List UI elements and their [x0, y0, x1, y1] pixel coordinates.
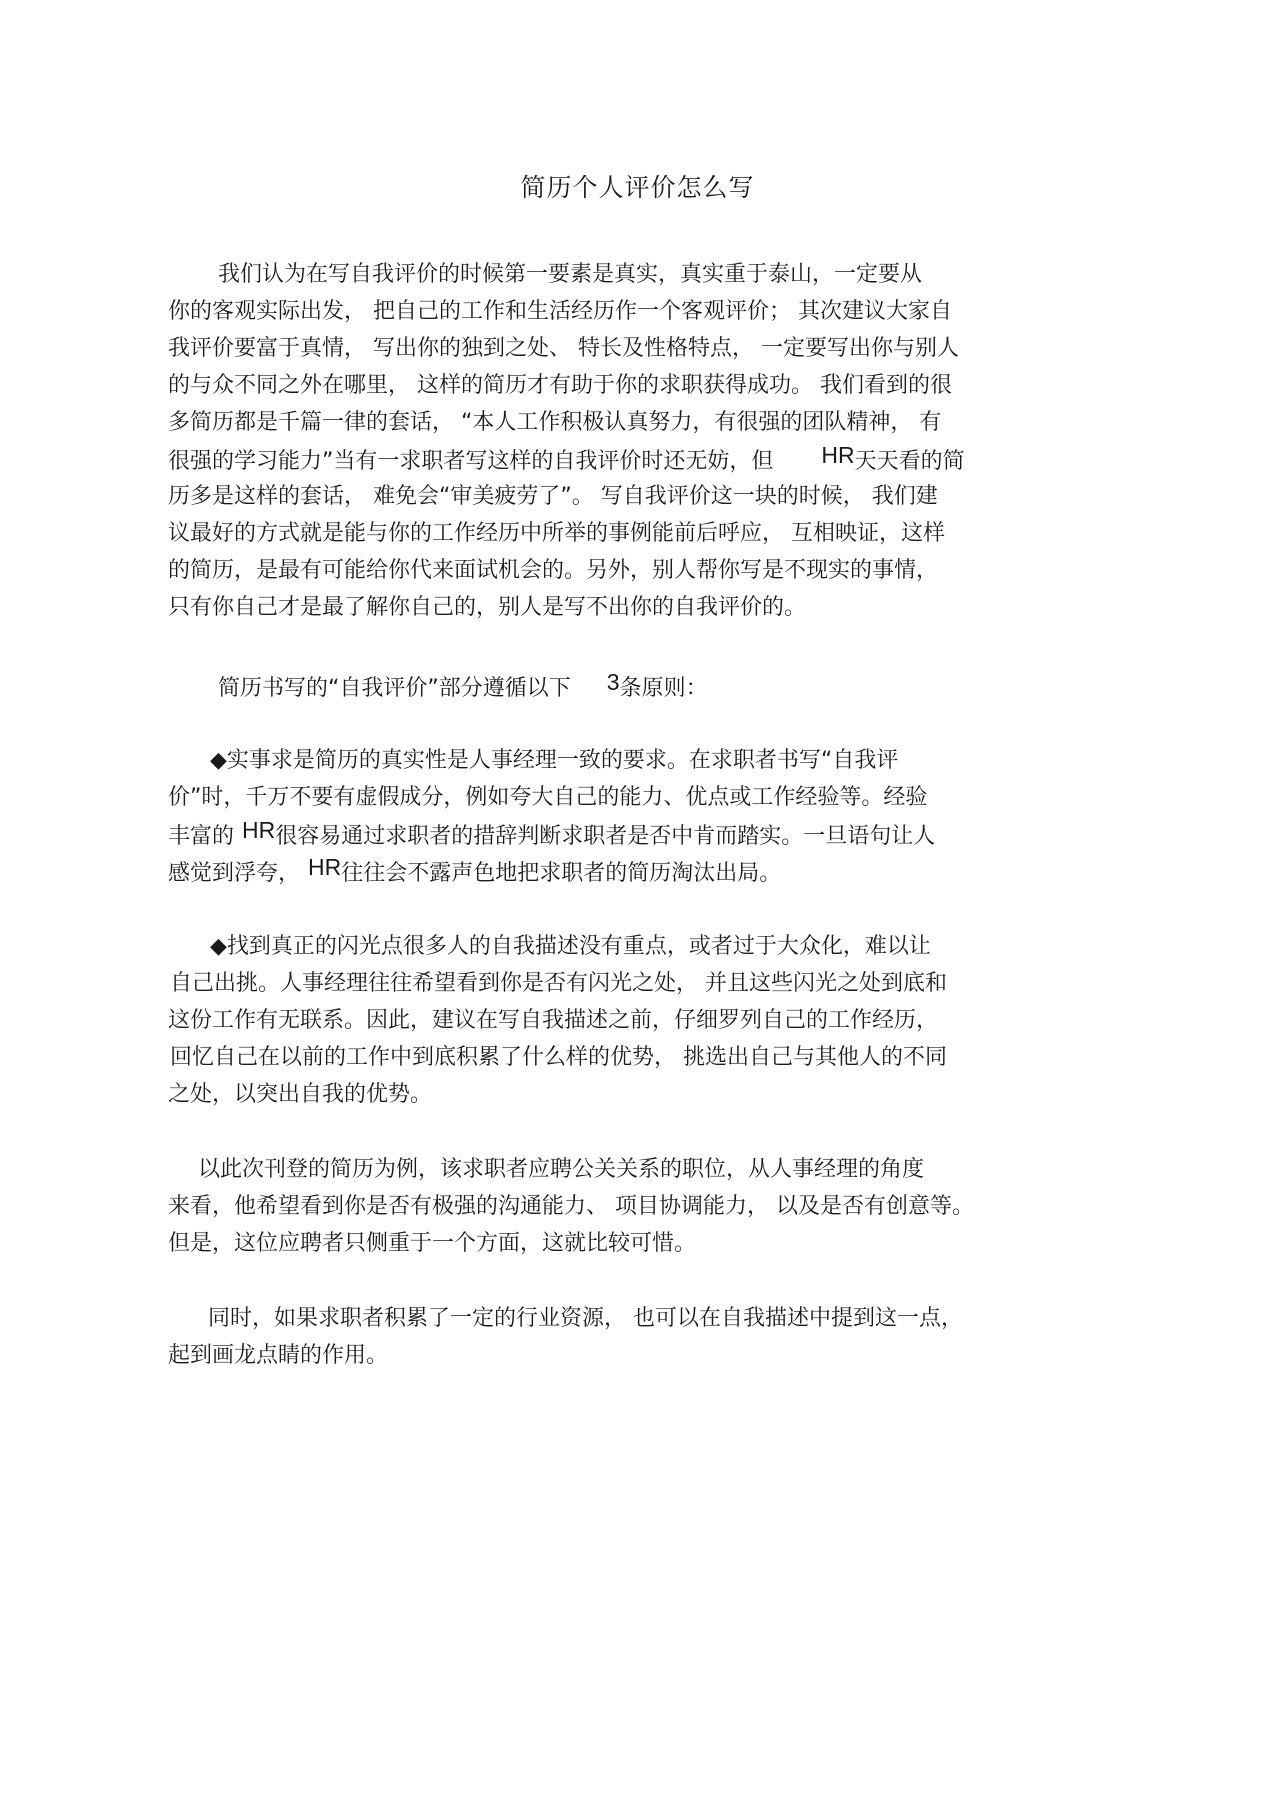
paragraph-1-line-6-text-c: 天天看的简: [854, 449, 965, 474]
paragraph-1-line-8: 议最好的方式就是能与你的工作经历中所举的事例能前后呼应， 互相映证，这样: [168, 521, 945, 546]
principle-1-line-2: 价”时，千万不要有虚假成分，例如夸大自己的能力、优点或工作经验等。经验: [168, 785, 928, 810]
closing-line-2: 起到画龙点睛的作用。: [168, 1343, 389, 1368]
principle-1-line-3: [168, 817, 936, 852]
principle-1-line-3-text-c: 很容易通过求职者的措辞判断求职者是否中肯而踏实。一旦语句让人: [275, 824, 936, 849]
principle-2-line-4: 回忆自己在以前的工作中到底积累了什么样的优势， 挑选出自己与其他人的不同: [170, 1045, 947, 1070]
paragraph-1-line-6-text-a: 很强的学习能力”当有一求职者写这样的自我评价时还无妨，但: [168, 449, 774, 474]
example-line-2: 来看，他希望看到你是否有极强的沟通能力、 项目协调能力， 以及是否有创意等。: [168, 1194, 974, 1219]
principle-2-line-1: ◆找到真正的闪光点很多人的自我描述没有重点，或者过于大众化，难以让: [210, 934, 931, 959]
paragraph-1-line-6: [168, 442, 965, 477]
principle-1-line-1: ◆实事求是简历的真实性是人事经理一致的要求。在求职者书写“自我评: [210, 748, 899, 773]
principle-2-line-5: 之处，以突出自我的优势。: [168, 1082, 433, 1107]
principles-intro-text-a: 简历书写的“自我评价”部分遵循以下: [218, 676, 571, 701]
example-line-1: 以此次刊登的简历为例，该求职者应聘公关关系的职位，从人事经理的角度: [198, 1157, 925, 1182]
paragraph-1-line-2: 你的客观实际出发， 把自己的工作和生活经历作一个客观评价； 其次建议大家自: [168, 299, 952, 324]
principle-2-line-3: 这份工作有无联系。因此，建议在写自我描述之前，仔细罗列自己的工作经历，: [168, 1008, 939, 1033]
paragraph-1-line-10: 只有你自己才是最了解你自己的，别人是写不出你的自我评价的。: [168, 595, 807, 620]
example-line-3: 但是，这位应聘者只侧重于一个方面，这就比较可惜。: [168, 1231, 697, 1256]
principle-1-line-4-hr: HR: [308, 854, 342, 880]
principles-count: 3: [606, 669, 620, 695]
paragraph-1-line-4: 的与众不同之外在哪里， 这样的简历才有助于你的求职获得成功。 我们看到的很: [168, 373, 952, 398]
principles-intro-text-c: 条原则：: [619, 676, 708, 701]
paragraph-1-line-5: 多简历都是千篇一律的套话， “本人工作积极认真努力，有很强的团队精神， 有: [168, 410, 942, 435]
paragraph-1-line-1: 我们认为在写自我评价的时候第一要素是真实，真实重于泰山，一定要从: [218, 262, 923, 287]
paragraph-1-line-7: 历多是这样的套话， 难免会“审美疲劳了”。 写自我评价这一块的时候， 我们建: [168, 484, 938, 509]
paragraph-1-line-6-hr: HR: [821, 442, 855, 468]
page-title: 简历个人评价怎么写: [520, 173, 755, 202]
principle-2-line-2: 自己出挑。人事经理往往希望看到你是否有闪光之处， 并且这些闪光之处到底和: [170, 971, 947, 996]
closing-line-1: 同时，如果求职者积累了一定的行业资源， 也可以在自我描述中提到这一点，: [208, 1306, 963, 1331]
principles-intro: [218, 669, 708, 704]
principle-1-line-4-text-a: 感觉到浮夸，: [168, 861, 301, 886]
paragraph-1-line-9: 的简历，是最有可能给你代来面试机会的。另外，别人帮你写是不现实的事情，: [168, 558, 939, 583]
principle-1-line-3-text-a: 丰富的: [168, 824, 235, 849]
principle-1-line-4: [168, 854, 782, 889]
paragraph-1-line-3: 我评价要富于真情， 写出你的独到之处、 特长及性格特点， 一定要写出你与别人: [168, 336, 959, 361]
principle-1-line-4-text-c: 往往会不露声色地把求职者的简历淘汰出局。: [341, 861, 782, 886]
principle-1-line-3-hr: HR: [242, 817, 276, 843]
